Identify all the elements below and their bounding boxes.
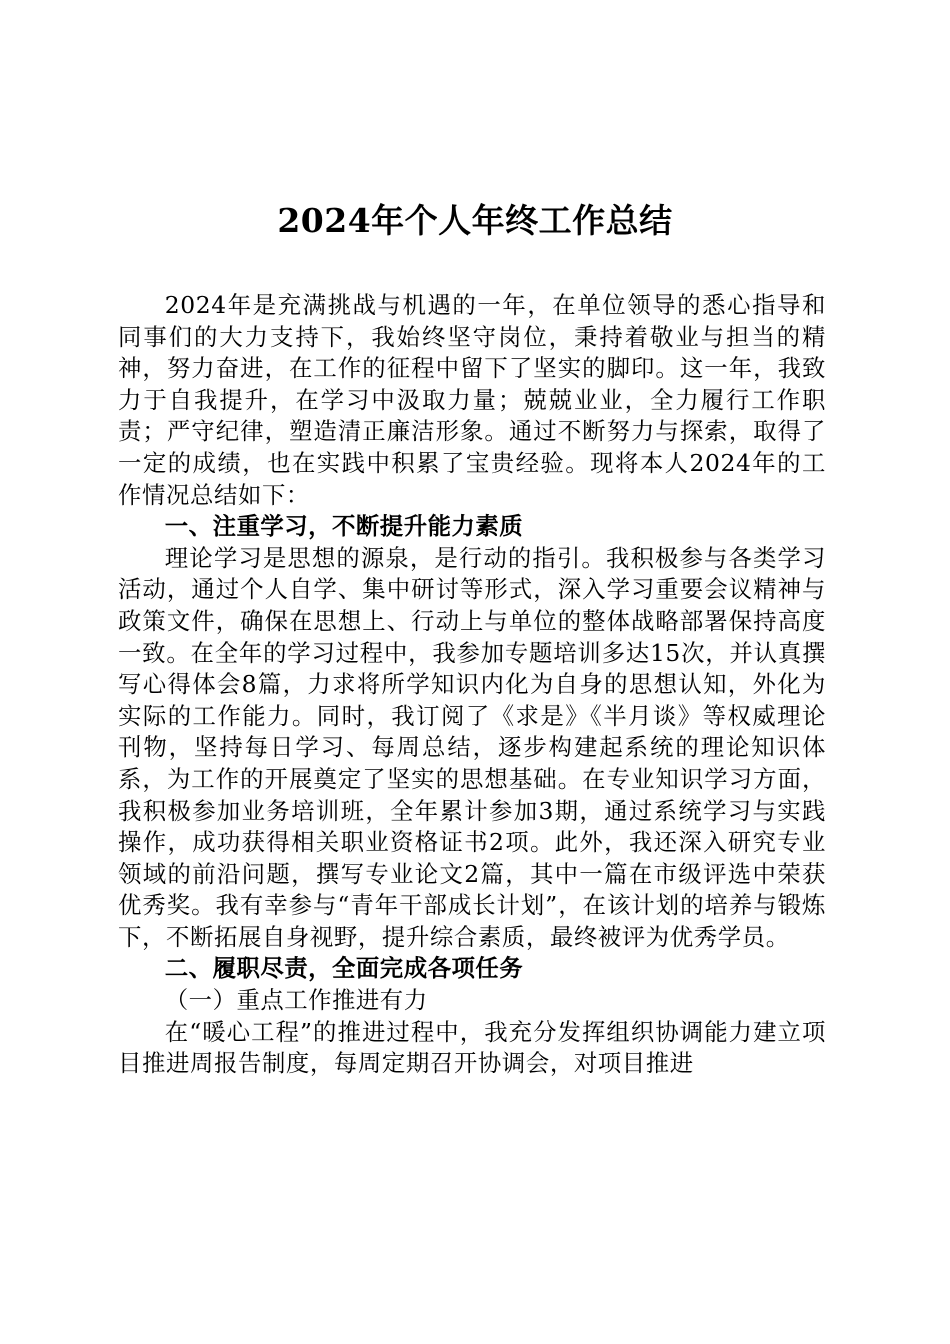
section-heading-2: 二、履职尽责，全面完成各项任务 <box>164 954 524 983</box>
document-title: 2024年个人年终工作总结 <box>277 201 673 240</box>
section-heading-1: 一、注重学习，不断提升能力素质 <box>164 512 524 541</box>
subsection-heading-1: （一）重点工作推进有力 <box>164 986 428 1015</box>
intro-paragraph: 2024年是充满挑战与机遇的一年，在单位领导的悉心指导和同事们的大力支持下，我始终坚守岗位，秉持着敬业与担当的精神，努力奋进，在工作的征程中留下了坚实的脚印。这一年，我致力于自我提升，在学习中汲取力量；兢兢业业，全力履行工作职责；严守纪律，塑造清正廉洁形象。通过不断努力与探索，取得了一定的成绩，也在实践中积累了宝贵经验。现将本人2024年的工作情况总结如下： <box>118 291 826 509</box>
project-paragraph: 在“暖心工程”的推进过程中，我充分发挥组织协调能力建立项目推进周报告制度，每周定期召开协调会，对项目推进 <box>118 1017 826 1078</box>
study-paragraph: 理论学习是思想的源泉，是行动的指引。我积极参与各类学习活动，通过个人自学、集中研讨等形式，深入学习重要会议精神与政策文件，确保在思想上、行动上与单位的整体战略部署保持高度一致。在全年的学习过程中，我参加专题培训多达15次，并认真撰写心得体会8篇，力求将所学知识内化为自身的思想认知，外化为实际的工作能力。同时，我订阅了《求是》《半月谈》等权威理论刊物，坚持每日学习、每周总结，逐步构建起系统的理论知识体系，为工作的开展奠定了坚实的思想基础。在专业知识学习方面，我积极参加业务培训班，全年累计参加3期，通过系统学习与实践操作，成功获得相关职业资格证书2项。此外，我还深入研究专业领域的前沿问题，撰写专业论文2篇，其中一篇在市级评选中荣获优秀奖。我有幸参与“青年干部成长计划”，在该计划的培养与锻炼下，不断拓展自身视野，提升综合素质，最终被评为优秀学员。 <box>118 543 826 951</box>
document-body <box>118 290 826 1080</box>
